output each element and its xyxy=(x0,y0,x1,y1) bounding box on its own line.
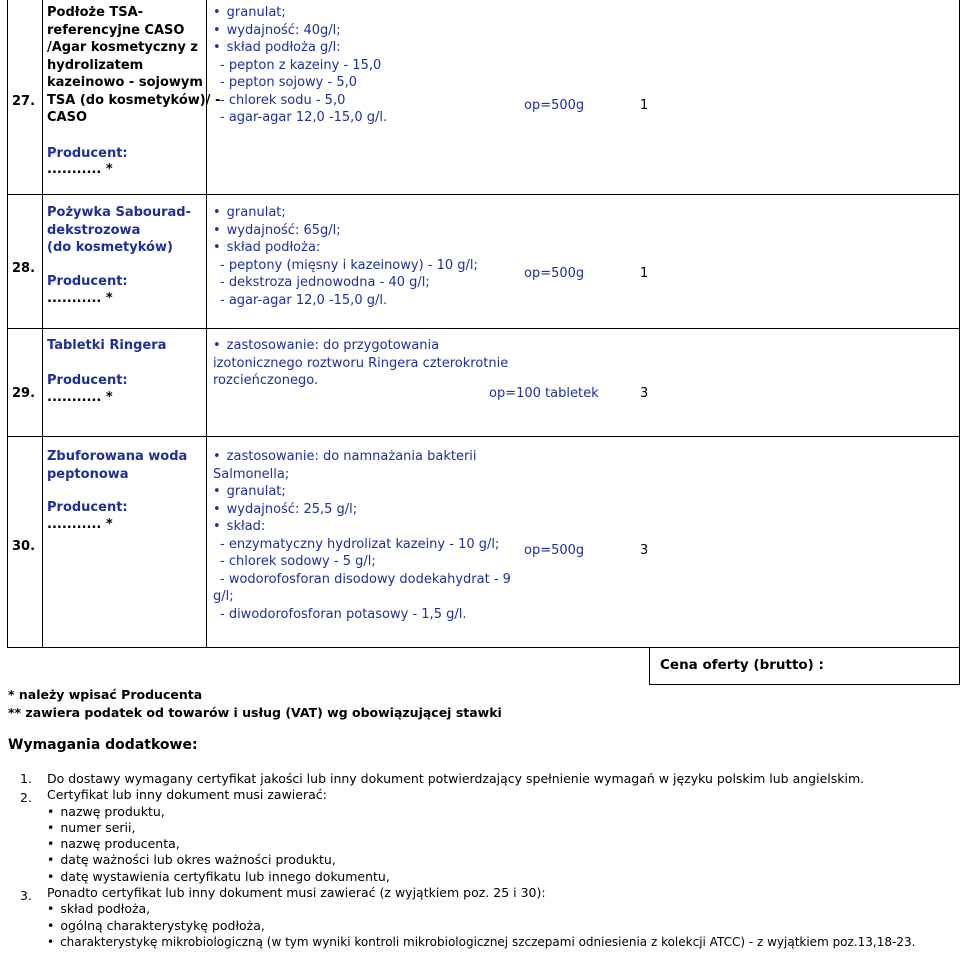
quantity: 1 xyxy=(640,266,649,281)
description-line: • zastosowanie: do namnażania bakterii xyxy=(213,448,511,466)
description-line: - peptony (mięsny i kazeinowy) - 10 g/l; xyxy=(220,257,478,273)
total-price-label: Cena oferty (brutto) : xyxy=(660,657,824,673)
description-line: • skład: xyxy=(213,518,511,536)
product-name xyxy=(47,448,187,483)
bullet-icon xyxy=(213,449,227,464)
package-size: op=500g xyxy=(524,98,585,113)
row-divider xyxy=(7,436,960,437)
bullet-icon xyxy=(47,852,60,867)
row-number: 28. xyxy=(12,261,36,276)
total-row-left-border xyxy=(649,648,650,685)
producer-field[interactable]: ........... * xyxy=(47,390,113,405)
footnote-vat: ** zawiera podatek od towarów i usług (VAT) wg obowiązującej stawki xyxy=(8,705,502,720)
producer-label: Producent: xyxy=(47,500,128,515)
description-line: - pepton sojowy - 5,0 xyxy=(220,75,357,90)
description-line: - dekstroza jednowodna - 40 g/l; xyxy=(220,275,430,290)
requirement-subitem: • skład podłoża, xyxy=(8,901,958,917)
package-size: op=500g xyxy=(524,266,585,281)
producer-label: Producent: xyxy=(47,146,128,161)
description-line: - pepton z kazeiny - 15,0 xyxy=(220,57,382,73)
quantity: 3 xyxy=(640,543,649,558)
bullet-icon xyxy=(47,869,60,884)
product-name-line: Pożywka Sabourad- xyxy=(47,205,191,220)
bullet-icon xyxy=(47,804,60,819)
product-name-line: CASO xyxy=(47,110,88,125)
description-line: • granulat; xyxy=(213,4,387,22)
product-name-line: TSA (do kosmetyków)/ - xyxy=(47,92,221,108)
description-line: - agar-agar 12,0 -15,0 g/l. xyxy=(220,292,388,308)
requirement-number: 1. xyxy=(20,771,32,786)
bullet-icon xyxy=(213,40,227,55)
description-line: rozcieńczonego. xyxy=(213,373,319,388)
product-name-line: Zbuforowana woda xyxy=(47,449,188,464)
requirement-number: 2. xyxy=(20,790,32,806)
requirement-item xyxy=(8,885,958,904)
description-line: • skład podłoża g/l: xyxy=(213,39,387,57)
description-line: - agar-agar 12,0 -15,0 g/l. xyxy=(220,110,388,125)
row-number: 27. xyxy=(12,94,36,109)
bullet-icon xyxy=(213,223,227,238)
requirement-subitem: • nazwę producenta, xyxy=(8,836,958,852)
bullet-icon xyxy=(213,205,227,220)
product-name-line: referencyjne CASO xyxy=(47,22,185,38)
requirement-text: Certyfikat lub inny dokument musi zawierać: xyxy=(47,787,327,803)
requirements-heading: Wymagania dodatkowe: xyxy=(8,737,198,753)
producer-label: Producent: xyxy=(47,274,128,289)
total-row-bottom-border xyxy=(649,684,960,685)
description-line: - wodorofosforan disodowy dodekahydrat - 9 xyxy=(220,571,511,587)
quantity: 3 xyxy=(640,386,649,401)
package-size: op=500g xyxy=(524,543,585,558)
description-line: • zastosowanie: do przygotowania xyxy=(213,337,508,355)
bullet-icon xyxy=(47,836,60,851)
bullet-icon xyxy=(213,240,227,255)
product-name-line: peptonowa xyxy=(47,466,129,482)
product-name xyxy=(47,337,166,355)
row-number: 29. xyxy=(12,386,36,401)
description-line: • skład podłoża: xyxy=(213,239,478,257)
producer-field[interactable]: ........... * xyxy=(47,291,113,306)
product-name-line: (do kosmetyków) xyxy=(47,240,173,255)
table-left-border xyxy=(7,0,8,648)
requirement-subitem: • nazwę produktu, xyxy=(8,804,958,820)
product-description xyxy=(213,4,387,127)
description-line: • granulat; xyxy=(213,483,511,501)
description-line: - chlorek sodu - 5,0 xyxy=(220,92,346,108)
bullet-icon xyxy=(47,820,60,835)
requirement-subitem: • charakterystykę mikrobiologiczną (w tym wyniki kontroli mikrobiologicznej szczepami odniesienia z kolekcji ATCC) - z wyjątkiem poz.13,18-23. xyxy=(8,934,958,950)
footnote-producer: * należy wpisać Producenta xyxy=(8,687,203,702)
product-name-line: /Agar kosmetyczny z xyxy=(47,40,198,55)
bullet-icon xyxy=(213,484,227,499)
requirement-number: 3. xyxy=(20,888,32,904)
bullet-icon xyxy=(47,901,60,916)
requirement-subitem: • ogólną charakterystykę podłoża, xyxy=(8,918,958,934)
bullet-icon xyxy=(213,502,227,517)
requirement-text: Ponadto certyfikat lub inny dokument musi zawierać (z wyjątkiem poz. 25 i 30): xyxy=(47,885,546,901)
quantity: 1 xyxy=(640,98,649,113)
product-name-line: Tabletki Ringera xyxy=(47,338,167,353)
producer-field[interactable]: ........... * xyxy=(47,162,113,177)
description-line: • wydajność: 65g/l; xyxy=(213,222,478,240)
product-name-line: kazeinowo - sojowym xyxy=(47,75,203,90)
bullet-icon xyxy=(213,519,227,534)
bullet-icon xyxy=(213,338,227,353)
producer-label: Producent: xyxy=(47,373,128,388)
requirement-subitem: • numer serii, xyxy=(8,820,958,836)
product-name xyxy=(47,4,220,127)
product-description xyxy=(213,204,478,309)
bullet-icon xyxy=(47,918,60,933)
description-line: - chlorek sodowy - 5 g/l; xyxy=(220,554,376,569)
description-line: - diwodorofosforan potasowy - 1,5 g/l. xyxy=(220,606,467,622)
row-number: 30. xyxy=(12,539,36,554)
description-line: • wydajność: 25,5 g/l; xyxy=(213,501,511,519)
requirement-item xyxy=(8,771,958,787)
requirement-text: Do dostawy wymagany certyfikat jakości lub inny dokument potwierdzający spełnienie wymagań w języku polskim lub angielskim. xyxy=(47,771,865,786)
row-divider xyxy=(7,647,960,648)
product-name-line: dekstrozowa xyxy=(47,222,141,238)
description-line: Salmonella; xyxy=(213,466,290,482)
description-line: izotonicznego roztworu Ringera czterokrotnie xyxy=(213,355,509,371)
col-divider-num xyxy=(42,0,43,648)
package-size: op=100 tabletek xyxy=(489,386,599,401)
requirements-list xyxy=(8,771,958,950)
description-line: • wydajność: 40g/l; xyxy=(213,22,387,40)
product-name xyxy=(47,204,191,257)
requirement-item xyxy=(8,787,958,806)
bullet-icon xyxy=(213,5,227,20)
row-divider xyxy=(7,328,960,329)
requirement-subitem: • datę ważności lub okres ważności produktu, xyxy=(8,852,958,868)
requirement-subitem: • datę wystawienia certyfikatu lub innego dokumentu, xyxy=(8,869,958,885)
product-description xyxy=(213,448,511,623)
description-line: • granulat; xyxy=(213,204,478,222)
product-name-line: Podłoże TSA- xyxy=(47,5,144,20)
description-line: g/l; xyxy=(213,589,234,604)
row-divider xyxy=(7,194,960,195)
description-line: - enzymatyczny hydrolizat kazeiny - 10 g/l; xyxy=(220,536,500,552)
product-description xyxy=(213,337,508,390)
producer-field[interactable]: ........... * xyxy=(47,517,113,532)
product-name-line: hydrolizatem xyxy=(47,57,144,73)
bullet-icon xyxy=(213,23,227,38)
bullet-icon xyxy=(47,935,60,949)
